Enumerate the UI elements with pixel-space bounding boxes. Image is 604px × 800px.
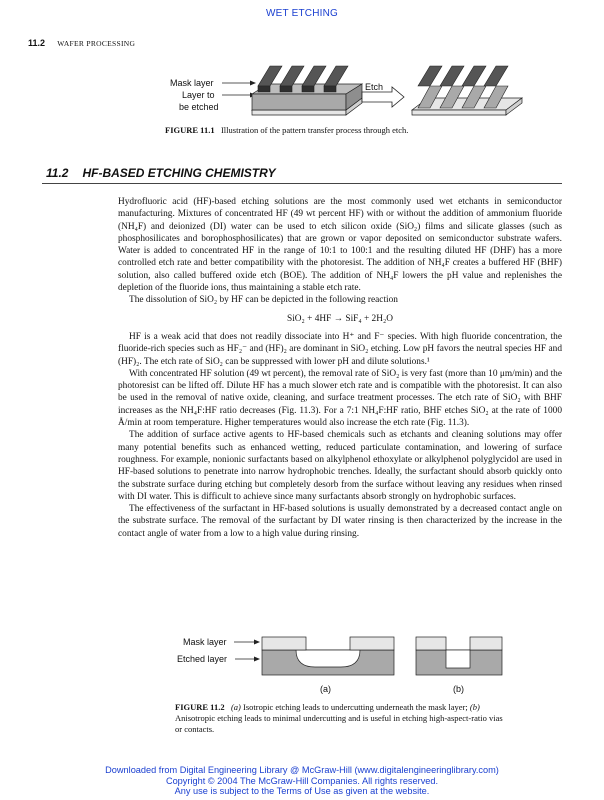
page-footer <box>0 765 604 797</box>
paragraph-6: The effectiveness of the surfactant in HF-based solutions is usually demonstrated by a decreased contact angle on the substrate surface. The removal of the surfactant by DI water rinsing is then characterized by the increase in the contact angle of water from a low to a high value during rinsing. <box>118 504 562 539</box>
fig1-label-layer: Layer to <box>182 90 215 100</box>
fig2-caption-label: FIGURE 11.2 <box>175 702 225 712</box>
fig1-caption-label: FIGURE 11.1 <box>165 125 215 135</box>
fig2-leader-etched-arrowhead <box>254 657 260 662</box>
footer-copyright: Copyright © 2004 The McGraw-Hill Companies. All rights reserved. <box>165 775 439 786</box>
footer-terms: Any use is subject to the Terms of Use as given at the website. <box>174 786 430 796</box>
fig2-caption-a: (a) <box>230 702 241 712</box>
figure-11-1 <box>0 0 604 140</box>
page-banner: WET ETCHING <box>265 8 338 19</box>
fig2-diagram <box>0 620 604 682</box>
fig2-panel-b-drawing <box>416 637 502 675</box>
fig1-arrow-label: Etch <box>365 82 384 92</box>
fig2-panel-a-label: (a) <box>320 684 331 694</box>
section-rule <box>42 183 562 184</box>
fig1-etch-arrow <box>362 87 404 107</box>
running-head-title: WAFER PROCESSING <box>57 39 136 48</box>
fig1-label-layer-cont: be etched <box>179 102 219 112</box>
paragraph-4: With concentrated HF solution (49 wt percent), the removal rate of SiO₂ is very fast (more than 10 μm/min) and the photoresist can be lifted off. Dilute HF has a much slower etch rate and is compatible with the photoresist. It can also be used in the removal of native oxide, cleaning, and surface treatment processes. The etch rate of SiO₂ with BHF increases as the NH₄F:HF ratio decreases (Fig. 11.3). For a 7:1 NH₄F:HF ratio, BHF etches SiO₂ at the rate of 1000 Å/min at room temperature. Higher temperatures would also increase the etch rate (Fig. 11.3). <box>118 368 562 429</box>
fig1-leader-mask-arrowhead <box>250 81 256 86</box>
fig2-caption-b: (b) <box>469 702 480 712</box>
body-text <box>118 196 562 540</box>
reaction-equation: SiO₂ + 4HF → SiF₄ + 2H₂O <box>287 313 393 324</box>
paragraph-2: The dissolution of SiO₂ by HF can be depicted in the following reaction <box>129 295 398 306</box>
footer-download-link[interactable]: Downloaded from Digital Engineering Library @ McGraw-Hill (www.digitalengineeringlibrary.com) <box>105 765 499 775</box>
fig1-diagram <box>0 0 604 130</box>
fig1-wafer-before <box>252 66 362 115</box>
section-number: 11.2 <box>46 166 69 180</box>
fig2-caption <box>175 702 505 735</box>
fig2-caption-text-b: Anisotropic etching leads to minimal undercutting and is useful in etching high-aspect-ratio vias or contacts. <box>175 713 503 734</box>
section-title: HF-BASED ETCHING CHEMISTRY <box>82 166 276 180</box>
fig2-label-etched: Etched layer <box>177 654 228 664</box>
fig2-leader-mask-arrowhead <box>254 640 260 645</box>
fig2-panel-a-drawing <box>262 637 394 675</box>
section-heading <box>46 166 276 180</box>
fig1-caption <box>165 125 408 136</box>
fig2-label-mask: Mask layer <box>183 637 227 647</box>
fig1-label-mask: Mask layer <box>170 78 214 88</box>
paragraph-1: Hydrofluoric acid (HF)-based etching solutions are the most commonly used wet etchants in semiconductor manufacturing. Mixtures of concentrated HF (49 wt percent HF) with or without the addition of ammonium fluoride (NH₄F) and deionized (DI) water can be used to etch silicon oxide (SiO₂) films and silicate glasses (such as phosphosilicates and borophosphosilicates) that are grown or vapor deposited on semiconductor substrate wafers. Water is added to concentrated HF in the range of 10:1 to 100:1 and the resulting diluted HF (DHF) has a more controlled etch rate and better compatibility with the photoresist. The addition of NH₄F creates a buffered HF (BHF) solution, also called buffered oxide etch (BOE). The addition of NH₄F lowers the pH value and replenishes the depletion of the fluoride ions, thus maintaining a stable etch rate. <box>118 197 562 294</box>
running-head-number: 11.2 <box>28 38 46 48</box>
fig1-wafer-after <box>412 66 522 115</box>
fig2-caption-text-a: Isotropic etching leads to undercutting underneath the mask layer; <box>243 702 468 712</box>
figure-11-2 <box>0 620 604 740</box>
fig2-panel-b-label: (b) <box>453 684 464 694</box>
paragraph-5: The addition of surface active agents to HF-based chemicals such as etchants and cleaning solutions may offer many potential benefits such as enhanced wetting, reduced particulate contamination, and lowering of surface roughness. For example, nonionic surfactants based on alkylphenol ethoxylate or alkylphenol polyglycidol are used in HF-based solutions to penetrate into narrow hydrophobic trenches. Ideally, the surfactant should absorb quickly onto the substrate surface during etching but completely desorb from the surface without leaving any residues when rinsed with DI water. This is difficult to achieve since many surfactants absorb strongly on hydrophobic surfaces. <box>118 430 562 502</box>
paragraph-3: HF is a weak acid that does not readily dissociate into H⁺ and F⁻ species. With high fluoride concentration, the fluoride-rich species such as HF₂⁻ and (HF)₂ are dominant in SiO₂ etching. Low pH favors the neutral species HF and (HF)₂. The etch rate of SiO₂ can be suppressed with lower pH and dilute solutions.¹ <box>118 331 562 367</box>
fig1-caption-text: Illustration of the pattern transfer process through etch. <box>220 125 409 135</box>
